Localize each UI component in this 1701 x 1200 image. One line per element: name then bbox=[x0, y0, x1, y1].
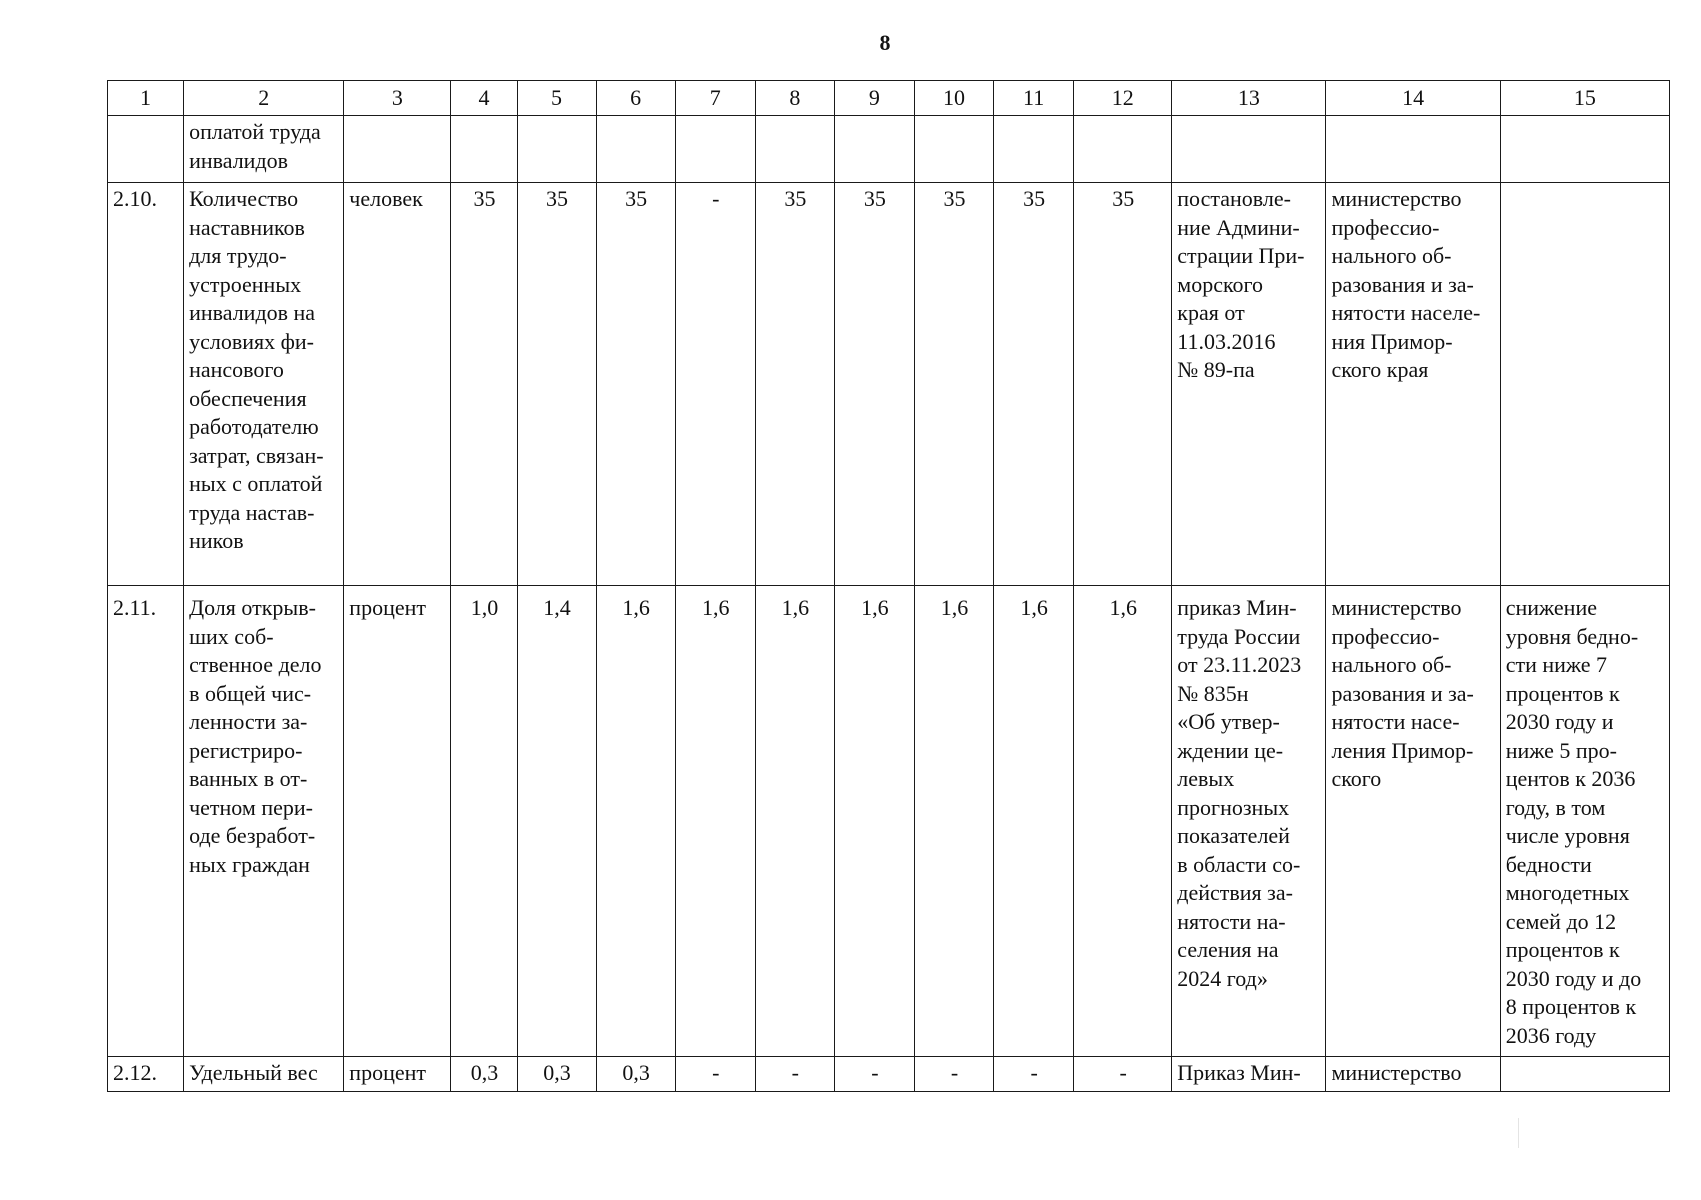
cell-value: 1,6 bbox=[914, 586, 993, 1057]
cell-indicator-name: оплатой труда инвалидов bbox=[184, 116, 344, 183]
cell-value: 35 bbox=[914, 183, 993, 586]
cell-value bbox=[675, 116, 755, 183]
column-header: 4 bbox=[451, 81, 517, 116]
column-header: 12 bbox=[1074, 81, 1172, 116]
cell-goal bbox=[1500, 1057, 1669, 1092]
table-row bbox=[108, 586, 1670, 1057]
cell-unit bbox=[344, 116, 451, 183]
cell-value: 1,6 bbox=[755, 586, 834, 1057]
cell-value: 35 bbox=[517, 183, 596, 586]
table-header-row bbox=[108, 81, 1670, 116]
cell-value bbox=[451, 116, 517, 183]
cell-value: - bbox=[755, 1057, 834, 1092]
cell-value: - bbox=[1074, 1057, 1172, 1092]
cell-document bbox=[1172, 116, 1326, 183]
cell-goal: снижение уровня бедно- сти ниже 7 процентов к 2030 году и ниже 5 про- центов к 2036 году, в том числе уровня бедности многодетных семей до 12 процентов к 2030 году и до 8 процентов к 2036 году bbox=[1500, 586, 1669, 1057]
cell-number: 2.10. bbox=[108, 183, 184, 586]
cell-indicator-name: Количество наставников для трудо- устроенных инвалидов на условиях фи- нансового обеспечения работодателю затрат, связан- ных с оплатой труда настав- ников bbox=[184, 183, 344, 586]
cell-value: 1,6 bbox=[994, 586, 1074, 1057]
cell-unit: процент bbox=[344, 1057, 451, 1092]
cell-indicator-name: Доля открыв- ших соб- ственное дело в общей чис- ленности за- регистриро- ванных в от- четном пери- оде безработ- ных граждан bbox=[184, 586, 344, 1057]
cell-value: 35 bbox=[994, 183, 1074, 586]
cell-value: 0,3 bbox=[451, 1057, 517, 1092]
cell-value bbox=[834, 116, 914, 183]
cell-unit: человек bbox=[344, 183, 451, 586]
cell-value: 35 bbox=[1074, 183, 1172, 586]
cell-value: 35 bbox=[755, 183, 834, 586]
cell-value bbox=[1074, 116, 1172, 183]
column-header: 13 bbox=[1172, 81, 1326, 116]
indicators-table bbox=[107, 80, 1670, 1092]
cell-value: 0,3 bbox=[517, 1057, 596, 1092]
cell-responsible: министерство профессио- нального об- разования и за- нятости населе- ния Примор- ского края bbox=[1326, 183, 1500, 586]
cell-value: - bbox=[914, 1057, 993, 1092]
cell-value bbox=[994, 116, 1074, 183]
column-header: 8 bbox=[755, 81, 834, 116]
cell-indicator-name: Удельный вес bbox=[184, 1057, 344, 1092]
cell-value: 35 bbox=[834, 183, 914, 586]
cell-value: 1,0 bbox=[451, 586, 517, 1057]
table-row bbox=[108, 116, 1670, 183]
column-header: 3 bbox=[344, 81, 451, 116]
cell-document: Приказ Мин- bbox=[1172, 1057, 1326, 1092]
column-header: 1 bbox=[108, 81, 184, 116]
column-header: 15 bbox=[1500, 81, 1669, 116]
cell-number: 2.12. bbox=[108, 1057, 184, 1092]
page-number: 8 bbox=[879, 30, 891, 55]
cell-goal bbox=[1500, 116, 1669, 183]
cell-value: 0,3 bbox=[596, 1057, 675, 1092]
column-header: 9 bbox=[834, 81, 914, 116]
cell-responsible bbox=[1326, 116, 1500, 183]
cell-value: 1,6 bbox=[834, 586, 914, 1057]
cell-value bbox=[914, 116, 993, 183]
column-header: 2 bbox=[184, 81, 344, 116]
column-header: 7 bbox=[675, 81, 755, 116]
cell-value: - bbox=[834, 1057, 914, 1092]
table-row bbox=[108, 1057, 1670, 1092]
cell-number: 2.11. bbox=[108, 586, 184, 1057]
cell-value: 35 bbox=[451, 183, 517, 586]
cell-value: - bbox=[675, 1057, 755, 1092]
cell-value bbox=[517, 116, 596, 183]
cell-value: 1,4 bbox=[517, 586, 596, 1057]
table-row bbox=[108, 183, 1670, 586]
scan-artifact bbox=[1518, 1118, 1519, 1148]
cell-value: 35 bbox=[596, 183, 675, 586]
column-header: 14 bbox=[1326, 81, 1500, 116]
cell-document: приказ Мин- труда России от 23.11.2023 № 835н «Об утвер- ждении це- левых прогнозных показателей в области со- действия за- нятости на- селения на 2024 год» bbox=[1172, 586, 1326, 1057]
cell-responsible: министерство bbox=[1326, 1057, 1500, 1092]
cell-responsible: министерство профессио- нального об- разования и за- нятости насе- ления Примор- ского bbox=[1326, 586, 1500, 1057]
column-header: 10 bbox=[914, 81, 993, 116]
column-header: 11 bbox=[994, 81, 1074, 116]
column-header: 5 bbox=[517, 81, 596, 116]
cell-number bbox=[108, 116, 184, 183]
cell-value: - bbox=[994, 1057, 1074, 1092]
cell-goal bbox=[1500, 183, 1669, 586]
cell-value bbox=[596, 116, 675, 183]
cell-value bbox=[755, 116, 834, 183]
cell-value: 1,6 bbox=[1074, 586, 1172, 1057]
column-header: 6 bbox=[596, 81, 675, 116]
cell-value: 1,6 bbox=[596, 586, 675, 1057]
cell-unit: процент bbox=[344, 586, 451, 1057]
cell-value: - bbox=[675, 183, 755, 586]
cell-value: 1,6 bbox=[675, 586, 755, 1057]
cell-document: постановле- ние Админи- страции При- морского края от 11.03.2016 № 89-па bbox=[1172, 183, 1326, 586]
